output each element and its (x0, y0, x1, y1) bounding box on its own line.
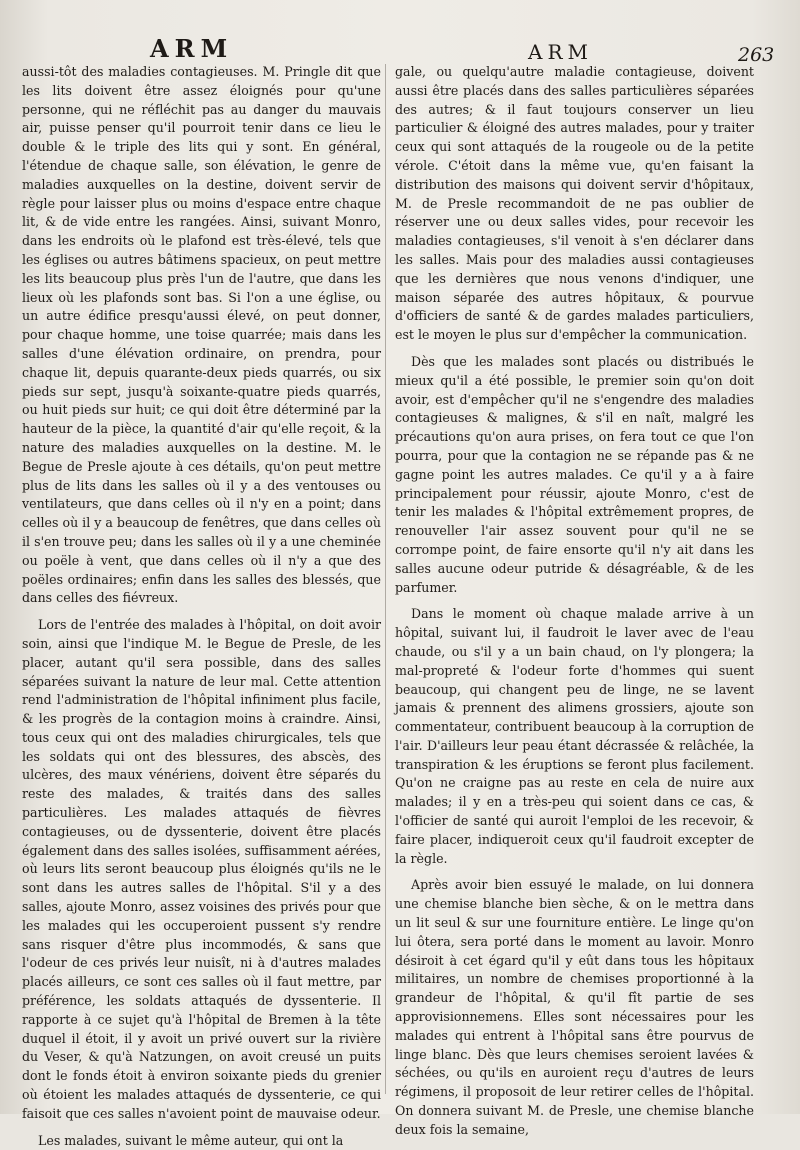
paragraph: Dans le moment où chaque malade arrive à un hôpital, suivant lui, il faudroit le laver avec de l'eau chaude, ou s'il y a un bain chaud, on l'y plongera; la mal-propreté & l'odeur forte d'hommes qui suent beaucoup, qui changent peu de linge, ne se lavent jamais & prennent des alimens grossiers, ajoute son commentateur, contribuent beaucoup à la corruption de l'air. D'ailleurs leur peau étant décrassée & relâchée, la transpiration & les éruptions se feront plus facilement. Qu'on ne craigne pas au reste en cela de nuire aux malades; il y en a très-peu qui soient dans ce cas, & l'officier de santé qui auroit l'emploi de les recevoir, & faire placer, indiqueroit ceux qu'il faudroit excepter de la règle. (395, 606, 754, 866)
column-divider (385, 64, 386, 1094)
page-number: 263 (738, 44, 775, 66)
running-header (0, 34, 800, 64)
paragraph: Les malades, suivant le même auteur, qui ont la (38, 1132, 344, 1148)
paragraph: Lors de l'entrée des malades à l'hôpital, on doit avoir soin, ainsi que l'indique M. le Begue de Presle, de les placer, autant qu'il sera possible, dans des salles séparées suivant la nature de leur mal. Cette attention rend l'administration de l'hôpital infiniment plus facile, & les progrès de la contagion moins à craindre. Ainsi, tous ceux qui ont des maladies chirurgicales, tels que les soldats qui ont des blessures, des abscès, des ulcères, des maux vénériens, doivent être séparés du reste des malades, & traités dans des salles particulières. Les malades attaqués de fièvres contagieuses, ou de dyssenterie, doivent être placés également dans des salles isolées, suffisamment aérées, où leurs lits seront beaucoup plus éloignés qu'ils ne le sont dans les autres salles de l'hôpital. S'il y a des salles, ajoute Monro, assez voisines des privés pour que les malades qui les occuperoient pussent s'y rendre sans risquer d'être plus incommodés, & sans que l'odeur de ces privés leur nuisît, ni à d'autres malades placés ailleurs, ce sont ces salles où il faut mettre, par préférence, les soldats attaqués de dyssenterie. Il rapporte à ce sujet qu'à l'hôpital de Bremen à la tête duquel il étoit, il y avoit un privé ouvert sur la rivière du Veser, & qu'à Natzungen, on avoit creusé un puits dont le fonds étoit à environ soixante pieds du grenier où étoient les malades attaqués de dyssenterie, ce qui faisoit que ces salles n'avoient point de mauvaise odeur. (22, 617, 382, 1121)
right-column (395, 63, 754, 1137)
paragraph: Dès que les malades sont placés ou distribués le mieux qu'il a été possible, le premier soin qu'on doit avoir, est d'empêcher qu'il ne s'engendre des maladies contagieuses & malignes, & s'il en naît, malgré les précautions qu'on aura prises, on fera tout ce que l'on pourra, pour que la contagion ne se répande pas & ne gagne point les autres malades. Ce qu'il y a à faire principalement pour réussir, ajoute Monro, c'est de tenir les malades & l'hôpital extrêmement propres, de renouveller l'air assez souvent pour qu'il ne se corrompe point, de faire ensorte qu'il n'y ait dans les salles aucune odeur putride & désagréable, & de les parfumer. (395, 353, 754, 595)
paragraph: aussi-tôt des maladies contagieuses. M. Pringle dit que les lits doivent être assez éloignés pour qu'une personne, qui ne réfléchit pas au danger du mauvais air, puisse penser qu'il pourroit tenir dans ce lieu le double & le triple des lits qui y sont. En général, l'étendue de chaque salle, son élévation, le genre de maladies auxquelles on la destine, doivent servir de règle pour laisser plus ou moins d'espace entre chaque lit, & de vide entre les rangées. Ainsi, suivant Monro, dans les endroits où le plafond est très-élevé, tels que les églises ou autres bâtimens spacieux, on peut mettre les lits beaucoup plus près l'un de l'autre, que dans les lieux où les plafonds sont bas. Si l'on a une église, ou un autre édifice presqu'aussi élevé, on peut donner, pour chaque homme, une toise quarrée; mais dans les salles d'une élévation ordinaire, on prendra, pour chaque lit, depuis quarante-deux pieds quarrés, ou six pieds sur sept, jusqu'à soixante-quatre pieds quarrés, ou huit pieds sur huit; ce qui doit être déterminé par la hauteur de la pièce, la quantité d'air qu'elle reçoit, & la nature des maladies auxquelles on la destine. M. le Begue de Presle ajoute à ces détails, qu'on peut mettre plus de lits dans les salles où il y a des ventouses ou ventilateurs, que dans celles où il n'y en a point; dans celles où il y a beaucoup de fenêtres, que dans celles où il s'en trouve peu; dans les salles où il y a une cheminée ou poële à vent, que dans celles où il n'y a que des poëles ordinaires; enfin dans les salles des blessés, que dans celles des fiévreux. (22, 64, 381, 606)
paragraph: gale, ou quelqu'autre maladie contagieuse, doivent aussi être placés dans des salles particulières séparées des autres; & il faut toujours conserver un lieu particulier & éloigné des autres malades, pour y traiter ceux qui sont attaqués de la rougeole ou de la petite vérole. C'étoit dans la même vue, qu'en faisant la distribution des maisons qui doivent servir d'hôpitaux, M. de Presle recommandoit de ne pas oublier de réserver une ou deux salles vides, pour recevoir les maladies contagieuses, s'il venoit à s'en déclarer dans les salles. Mais pour des maladies aussi contagieuses que les dernières que nous venons d'indiquer, une maison séparée des autres hôpitaux, & pourvue d'officiers de santé & de gardes malades particuliers, est le moyen le plus sur d'empêcher la communication. (395, 64, 754, 343)
paragraph: Après avoir bien essuyé le malade, on lui donnera une chemise blanche bien sèche, & on le mettra dans un lit seul & sur une fourniture entière. Le linge qu'on lui ôtera, sera porté dans le moment au lavoir. Monro désiroit à cet égard qu'il y eût dans tous les hôpitaux militaires, un nombre de chemises proportionné à la grandeur de l'hôpital, & qu'il fît partie de ses approvisionnemens. Elles sont nécessaires pour les malades qui entrent à l'hôpital sans être pourvus de linge blanc. Dès que leurs chemises seroient lavées & séchées, ou qu'ils en auroient reçu d'autres de leurs régimens, il proposoit de leur retirer celles de l'hôpital. On donnera suivant M. de Presle, une chemise blanche deux fois la semaine, (395, 877, 754, 1137)
left-column (22, 63, 382, 1148)
header-right-title: ARM (528, 40, 593, 64)
header-left-title: ARM (150, 34, 234, 63)
